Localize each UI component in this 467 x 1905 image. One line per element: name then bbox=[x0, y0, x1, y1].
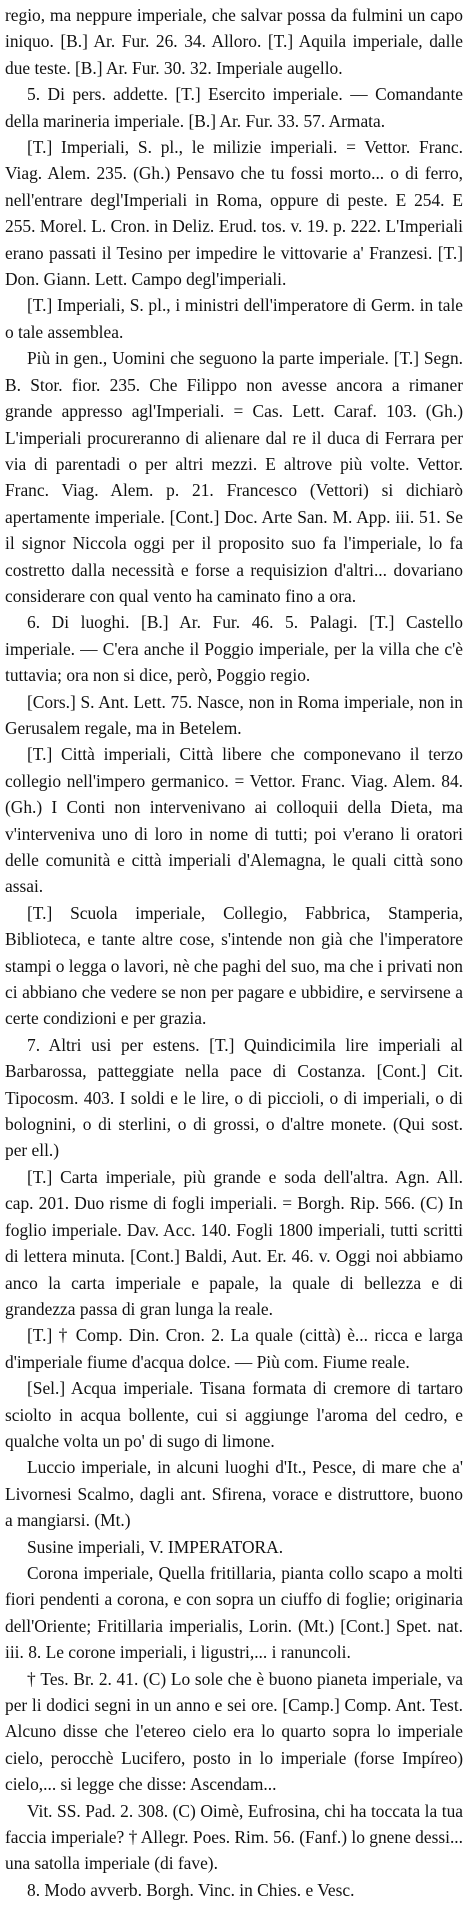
entry-paragraph-sense-5-persons: 5. Di pers. addette. [T.] Esercito imperiale. — Comandante della marineria imperiale. [B.] Ar. Fur. 33. 57. Armata. bbox=[5, 84, 463, 131]
entry-paragraph-sense-6-luoghi: 6. Di luoghi. [B.] Ar. Fur. 46. 5. Palagi. [T.] Castello imperiale. — C'era anche il Poggio imperiale, per la villa che c'è tuttavia; ora non si dice, però, Poggio regio. bbox=[5, 612, 463, 686]
entry-paragraph-sense-8-modo-avverb: 8. Modo avverb. Borgh. Vinc. in Chies. e Vesc. bbox=[27, 1879, 355, 1900]
entry-paragraph-citta-imperiali: [T.] Città imperiali, Città libere che componevano il terzo collegio nell'impero germanico. = Vettor. Franc. Viag. Alem. 84. (Gh.) I Conti non intervenivano ai colloquii della Dieta, ma v'interveniva uno di loro in nome di tutti; poi v'erano li oratori delle comunità e città imperiali d'Alemagna, le quali città sono assai. bbox=[5, 744, 463, 897]
entry-paragraph-roma-imperiale: [Cors.] S. Ant. Lett. 75. Nasce, non in Roma imperiale, non in Gerusalem regale, ma in Betelem. bbox=[5, 691, 463, 738]
entry-paragraph-fiume-imperiale: [T.] † Comp. Din. Cron. 2. La quale (città) è... ricca e larga d'imperiale fiume d'acqua dolce. — Più com. Fiume reale. bbox=[5, 1325, 463, 1372]
entry-paragraph-milizie-imperiali: [T.] Imperiali, S. pl., le milizie imperiali. = Vettor. Franc. Viag. Alem. 235. (Gh.) Pensavo che tu fossi morto... o di ferro, nell'entrare degl'Imperiali in Roma, oppure di peste. E 254. E 255. Morel. L. Cron. in Deliz. Erud. tos. v. 19. p. 222. L'Imperiali erano passati il Tesino per impedire le vittovarie a' Franzesi. [T.] Don. Giann. Lett. Campo degl'imperiali. bbox=[5, 137, 463, 290]
entry-paragraph-carta-imperiale: [T.] Carta imperiale, più grande e soda dell'altra. Agn. All. cap. 201. Duo risme di fogli imperiali. = Borgh. Rip. 566. (C) In foglio imperiale. Dav. Acc. 140. Fogli 1800 imperiali, tutti scritti di lettera minuta. [Cont.] Baldi, Aut. Er. 46. v. Oggi noi abbiamo anco la carta imperiale e papale, la quale di bellezza e di grandezza passa di gran lunga la reale. bbox=[5, 1166, 463, 1319]
entry-paragraph-ministri-imperatore: [T.] Imperiali, S. pl., i ministri dell'imperatore di Germ. in tale o tale assemblea. bbox=[5, 295, 463, 342]
entry-paragraph-aquila: regio, ma neppure imperiale, che salvar possa da fulmini un capo iniquo. [B.] Ar. Fur. 26. 34. Alloro. [T.] Aquila imperiale, dalle due teste. [B.] Ar. Fur. 30. 32. Imperiale augello. bbox=[5, 5, 463, 78]
entry-paragraph-parte-imperiale: Più in gen., Uomini che seguono la parte imperiale. [T.] Segn. B. Stor. fior. 235. Che Filippo non avesse ancora a rimaner grande appresso agl'Imperiali. = Cas. Lett. Caraf. 103. (Gh.) L'imperiali procureranno di alienare dal re il duca di Ferrara per via di parentadi o per altri mezzi. E altrove più volte. Vettor. Franc. Viag. Alem. p. 21. Francesco (Vettori) si dichiarò apertamente imperiale. [Cont.] Doc. Arte San. M. App. iii. 51. Se il signor Niccola oggi per il proposito suo fa l'imperiale, lo fa costretto dalla necessità e forse a requisizion d'altri... dovariano considerare con qual vento ha caminato fino a ora. bbox=[5, 348, 463, 606]
entry-paragraph-susine-imperiali: Susine imperiali, V. IMPERATORA. bbox=[27, 1536, 284, 1557]
entry-paragraph-scuola-imperiale: [T.] Scuola imperiale, Collegio, Fabbrica, Stamperia, Biblioteca, e tante altre cose, s'intende non già che l'imperatore stampi o legga o lavori, nè che paghi del suo, ma che i privati non ci abbiano che vedere se non per pagare e ubbidire, e servirsene a certe condizioni e per grazia. bbox=[5, 902, 463, 1029]
entry-paragraph-acqua-imperiale: [Sel.] Acqua imperiale. Tisana formata di cremore di tartaro sciolto in acqua bollente, cui si aggiunge l'aroma del cedro, e qualche volta un po' di sugo di limone. bbox=[5, 1378, 463, 1451]
entry-paragraph-sense-7-altri-usi: 7. Altri usi per estens. [T.] Quindicimila lire imperiali al Barbarossa, patteggiate nella pace di Costanza. [Cont.] Cit. Tipocosm. 403. I soldi e le lire, o di piccioli, o di imperiali, o di bolognini, o di sterlini, o di grossi, o d'altre monete. (Qui sost. per ell.) bbox=[5, 1034, 463, 1161]
entry-paragraph-faccia-imperiale: Vit. SS. Pad. 2. 308. (C) Oimè, Eufrosina, chi ha toccata la tua faccia imperiale? † Allegr. Poes. Rim. 56. (Fanf.) lo gnene dessi... una satolla imperiale (di fave). bbox=[5, 1800, 463, 1874]
entry-paragraph-corona-imperiale: Corona imperiale, Quella fritillaria, pianta collo scapo a molti fiori pendenti a corona, e con sopra un ciuffo di foglie; originaria dell'Oriente; Fritillaria imperialis, Lorin. (Mt.) [Cont.] Spet. nat. iii. 8. Le corone imperiali, i ligustri,... i ranuncoli. bbox=[5, 1562, 463, 1663]
entry-paragraph-sole-pianeta: † Tes. Br. 2. 41. (C) Lo sole che è buono pianeta imperiale, va per li dodici segni in un anno e sei ore. [Camp.] Comp. Ant. Test. Alcuno disse che l'etereo cielo era lo quarto sopra lo imperiale cielo, perocchè Lucifero, posto in lo imperiale (forse Impíreo) cielo,... si legge che disse: Ascendam... bbox=[5, 1668, 463, 1795]
entry-paragraph-luccio-imperiale: Luccio imperiale, in alcuni luoghi d'It., Pesce, di mare che a' Livornesi Scalmo, dagli ant. Sfirena, vorace e distruttore, buono a mangiarsi. (Mt.) bbox=[5, 1457, 463, 1531]
